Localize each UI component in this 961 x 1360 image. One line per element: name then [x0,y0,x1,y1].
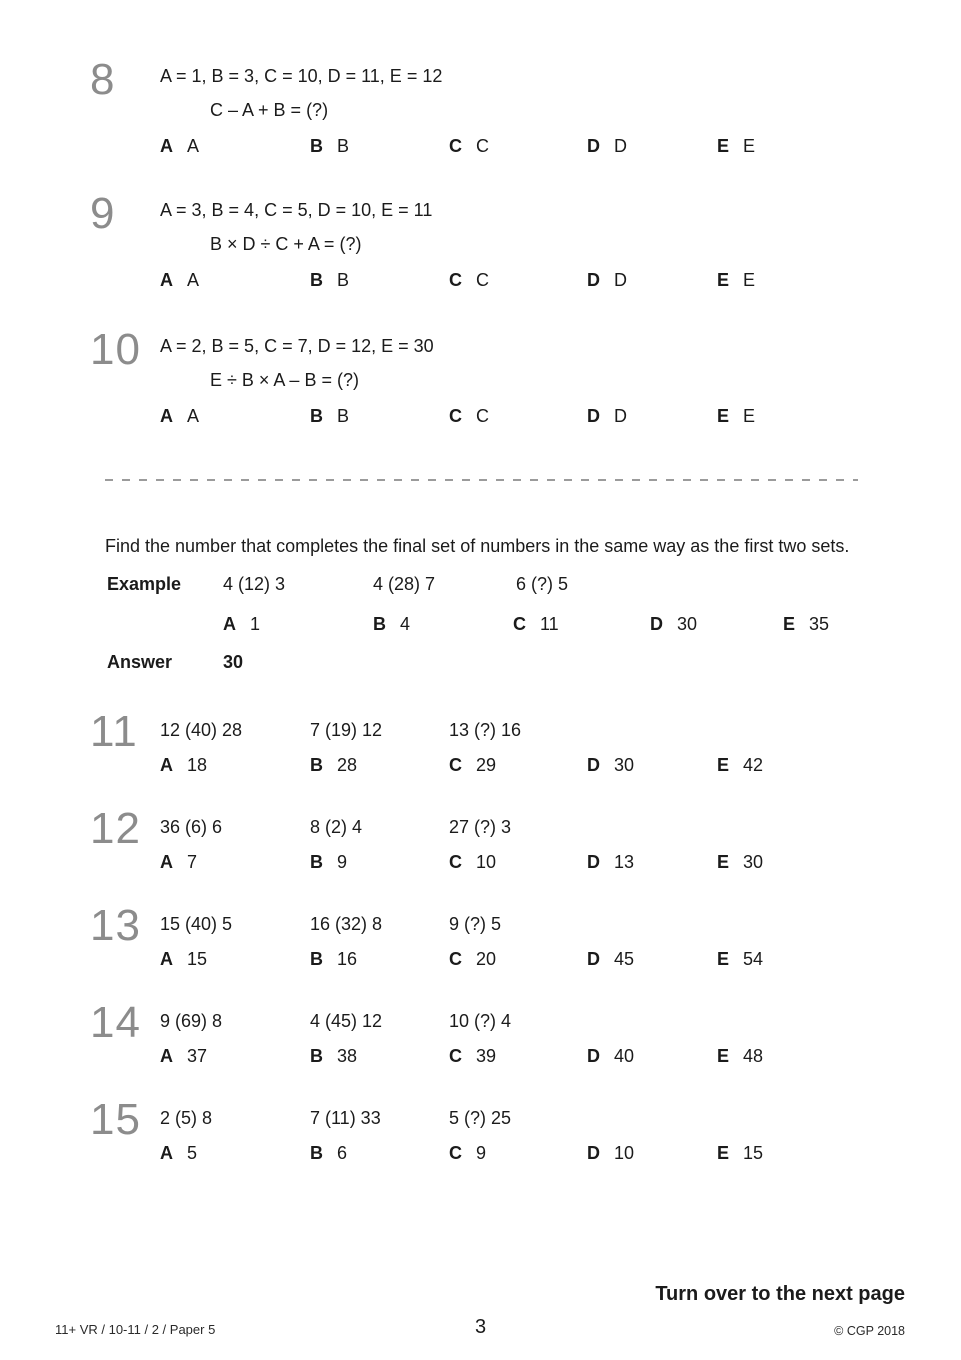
option-letter: E [783,614,796,634]
question-15 [88,1095,908,1165]
option-value: 6 [337,1143,348,1163]
option-letter: A [160,852,173,872]
option-value: 18 [187,755,208,775]
option-letter: B [310,1046,323,1066]
option-letter: A [223,614,236,634]
option-b [310,1143,347,1164]
option-value: 11 [540,614,559,634]
option-value: 10 [614,1143,635,1163]
option-value: 35 [809,614,830,634]
option-d [587,406,627,427]
turn-over-note: Turn over to the next page [655,1283,905,1305]
question-11 [88,707,908,777]
question-number: 13 [90,901,141,950]
option-value: B [337,136,350,156]
number-sets-row [88,1011,908,1033]
answer-options-row [88,1143,908,1165]
answer-label: Answer [107,652,173,672]
option-letter: D [587,406,600,426]
question-statement: A = 2, B = 5, C = 7, D = 12, E = 30 [160,336,434,356]
set-2: 8 (2) 4 [310,817,363,837]
option-b [373,614,410,635]
option-e [783,614,829,635]
option-value: A [187,270,200,290]
option-letter: D [587,1046,600,1066]
option-c [449,755,496,776]
option-e [717,270,755,291]
set-3: 13 (?) 16 [449,720,522,740]
option-letter: E [717,852,730,872]
answer-options-row [88,136,908,158]
option-letter: C [449,270,462,290]
option-value: A [187,406,200,426]
answer-options-row [88,949,908,971]
option-value: 30 [743,852,764,872]
copyright-notice: © CGP 2018 [834,1324,905,1338]
option-letter: C [449,136,462,156]
answer-value: 30 [223,652,244,672]
option-value: 9 [337,852,348,872]
option-d [587,270,627,291]
question-number: 10 [90,325,141,374]
set-1: 12 (40) 28 [160,720,243,740]
option-letter: A [160,1046,173,1066]
question-number: 9 [90,189,116,238]
option-letter: B [310,755,323,775]
option-value: 7 [187,852,198,872]
option-letter: D [587,755,600,775]
option-letter: B [310,852,323,872]
question-8 [88,55,908,158]
option-letter: E [717,406,730,426]
option-letter: D [587,852,600,872]
option-b [310,852,347,873]
option-letter: C [449,852,462,872]
option-letter: A [160,949,173,969]
number-sets-row [88,1108,908,1130]
option-d [587,1143,634,1164]
paper-reference: 11+ VR / 10-11 / 2 / Paper 5 [55,1322,216,1337]
question-13 [88,901,908,971]
question-number: 14 [90,998,141,1047]
set-1: 9 (69) 8 [160,1011,223,1031]
option-letter: D [587,136,600,156]
option-letter: B [373,614,386,634]
option-value: 37 [187,1046,208,1066]
set-2: 16 (32) 8 [310,914,383,934]
option-value: C [476,406,489,426]
option-b [310,136,349,157]
option-letter: E [717,1143,730,1163]
option-letter: C [513,614,526,634]
example-set-1: 4 (12) 3 [223,574,286,594]
option-value: 15 [743,1143,764,1163]
option-value: 20 [476,949,497,969]
section-divider [105,479,858,481]
option-value: 28 [337,755,358,775]
section-instruction: Find the number that completes the final set of numbers in the same way as the first two sets. [105,536,850,556]
option-d [587,755,634,776]
set-1: 36 (6) 6 [160,817,223,837]
option-d [587,949,634,970]
option-letter: E [717,136,730,156]
option-value: D [614,136,627,156]
option-c [449,1143,486,1164]
question-equation: C – A + B = (?) [210,100,329,120]
option-value: C [476,136,489,156]
question-14 [88,998,908,1068]
option-value: 38 [337,1046,358,1066]
question-12 [88,804,908,874]
example-set-2: 4 (28) 7 [373,574,436,594]
option-d [587,852,634,873]
option-value: 29 [476,755,497,775]
number-sets-row [88,914,908,936]
option-letter: E [717,270,730,290]
answer-options-row [88,852,908,874]
answer-options-row [88,755,908,777]
set-2: 4 (45) 12 [310,1011,383,1031]
set-3: 5 (?) 25 [449,1108,512,1128]
option-c [449,949,496,970]
option-value: 15 [187,949,208,969]
option-b [310,270,349,291]
question-number: 8 [90,55,116,104]
option-a [160,1143,197,1164]
option-a [160,270,199,291]
option-letter: D [587,1143,600,1163]
option-a [160,136,199,157]
option-a [160,1046,207,1067]
option-b [310,755,357,776]
option-a [160,406,199,427]
option-letter: A [160,755,173,775]
option-d [587,136,627,157]
question-equation: B × D ÷ C + A = (?) [210,234,362,254]
set-3: 27 (?) 3 [449,817,512,837]
answer-options-row [88,270,908,292]
option-e [717,755,763,776]
option-value: D [614,270,627,290]
option-value: 13 [614,852,635,872]
question-number: 11 [90,707,138,756]
question-statement: A = 1, B = 3, C = 10, D = 11, E = 12 [160,66,443,86]
example-sets-row [88,574,908,596]
question-9 [88,189,908,292]
option-value: E [743,136,756,156]
option-value: 45 [614,949,635,969]
option-letter: C [449,1143,462,1163]
option-value: 54 [743,949,764,969]
example-answer-row [88,652,908,674]
option-value: 48 [743,1046,764,1066]
number-sets-row [88,720,908,742]
page-number: 3 [474,1316,487,1338]
option-c [449,852,496,873]
option-a [160,852,197,873]
option-c [449,406,489,427]
set-3: 9 (?) 5 [449,914,502,934]
option-value: 42 [743,755,764,775]
option-letter: C [449,1046,462,1066]
set-3: 10 (?) 4 [449,1011,512,1031]
option-value: 30 [614,755,635,775]
option-letter: B [310,949,323,969]
question-statement: A = 3, B = 4, C = 5, D = 10, E = 11 [160,200,433,220]
option-c [513,614,559,635]
option-value: 30 [677,614,698,634]
option-b [310,406,349,427]
option-letter: E [717,949,730,969]
set-1: 15 (40) 5 [160,914,233,934]
option-value: 9 [476,1143,487,1163]
option-value: C [476,270,489,290]
option-value: B [337,270,350,290]
option-a [223,614,260,635]
option-d [650,614,697,635]
question-number: 12 [90,804,141,853]
option-b [310,1046,357,1067]
option-value: 40 [614,1046,635,1066]
option-e [717,949,763,970]
example-options-row [88,614,908,636]
option-letter: B [310,406,323,426]
question-number: 15 [90,1095,141,1144]
option-e [717,136,755,157]
option-e [717,1143,763,1164]
option-value: 39 [476,1046,497,1066]
option-letter: C [449,949,462,969]
option-c [449,1046,496,1067]
option-value: 10 [476,852,497,872]
option-letter: E [717,1046,730,1066]
option-letter: B [310,270,323,290]
option-b [310,949,357,970]
option-value: E [743,406,756,426]
set-2: 7 (19) 12 [310,720,383,740]
question-equation: E ÷ B × A – B = (?) [210,370,359,390]
question-10 [88,325,908,428]
option-letter: D [587,949,600,969]
option-value: 5 [187,1143,198,1163]
option-d [587,1046,634,1067]
example-set-3: 6 (?) 5 [516,574,569,594]
option-value: B [337,406,350,426]
answer-options-row [88,1046,908,1068]
option-value: D [614,406,627,426]
option-value: 1 [250,614,261,634]
option-letter: A [160,406,173,426]
set-2: 7 (11) 33 [310,1108,381,1128]
option-letter: B [310,1143,323,1163]
option-letter: A [160,270,173,290]
option-letter: C [449,406,462,426]
option-c [449,270,489,291]
set-1: 2 (5) 8 [160,1108,213,1128]
option-a [160,755,207,776]
option-e [717,852,763,873]
option-e [717,406,755,427]
option-letter: B [310,136,323,156]
option-value: E [743,270,756,290]
option-value: 4 [400,614,411,634]
answer-options-row [88,406,908,428]
option-letter: C [449,755,462,775]
option-letter: A [160,1143,173,1163]
option-letter: E [717,755,730,775]
option-letter: D [587,270,600,290]
example-label: Example [107,574,182,594]
option-value: A [187,136,200,156]
option-value: 16 [337,949,358,969]
option-letter: A [160,136,173,156]
number-sets-row [88,817,908,839]
option-c [449,136,489,157]
option-a [160,949,207,970]
option-e [717,1046,763,1067]
option-letter: D [650,614,663,634]
